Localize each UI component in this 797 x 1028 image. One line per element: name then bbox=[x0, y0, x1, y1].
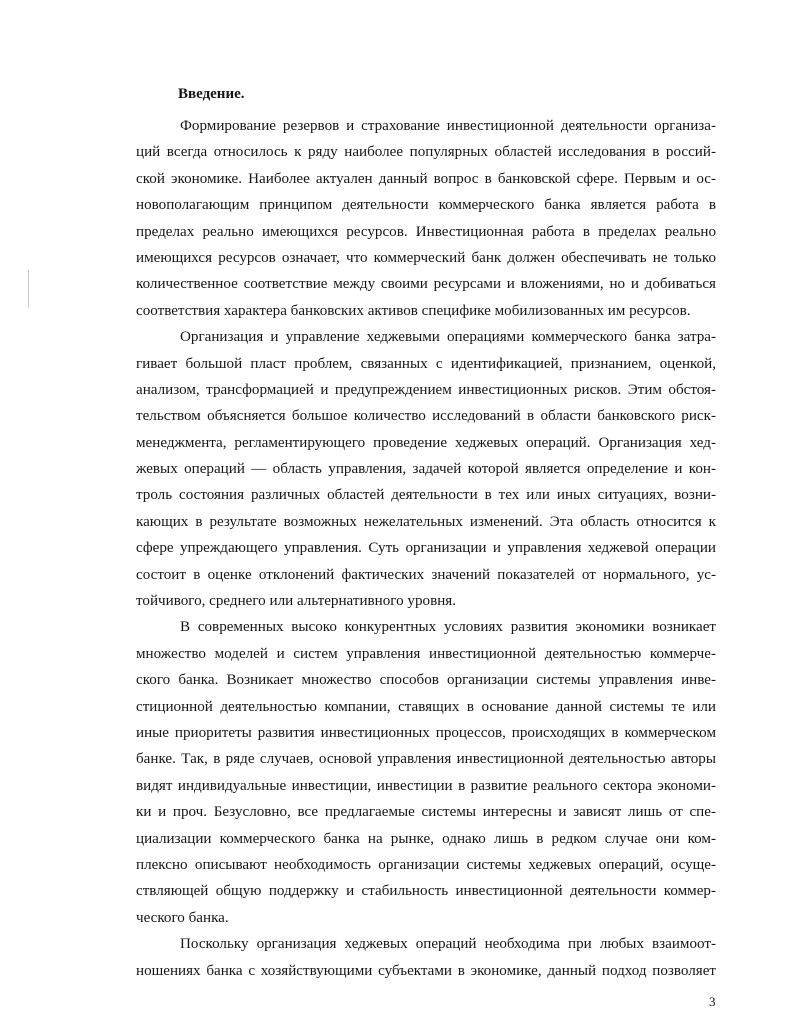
text-line: ского банка. Возникает множество способов организации системы управления инве- bbox=[136, 672, 716, 689]
text-line: Поскольку организация хеджевых операций необходима при любых взаимоот- bbox=[180, 936, 716, 953]
text-line: плексно описывают необходимость организации системы хеджевых операций, осуще- bbox=[136, 856, 716, 873]
text-line: пределах реально имеющихся ресурсов. Инвестиционная работа в пределах реально bbox=[136, 223, 716, 240]
text-line: банке. Так, в ряде случаев, основой управления инвестиционной деятельностью авторы bbox=[136, 751, 716, 768]
section-heading: Введение. bbox=[178, 86, 245, 102]
text-line: троль состояния различных областей деятельности в тех или иных ситуациях, возни- bbox=[136, 487, 716, 504]
text-line: соответствия характера банковских активов специфике мобилизованных им ресурсов. bbox=[136, 302, 691, 319]
page-number: 3 bbox=[709, 994, 716, 1009]
body-text bbox=[136, 113, 716, 984]
text-line: ской экономике. Наиболее актуален данный вопрос в банковской сфере. Первым и ос- bbox=[136, 170, 716, 187]
text-line: ки и проч. Безусловно, все предлагаемые системы интересны и зависят лишь от спе- bbox=[136, 804, 716, 821]
text-line: ческого банка. bbox=[136, 909, 229, 926]
text-line: ций всегда относилось к ряду наиболее популярных областей исследования в россий- bbox=[136, 144, 716, 161]
text-line: тойчивого, среднего или альтернативного уровня. bbox=[136, 593, 456, 610]
text-line: тельством объясняется большое количество исследований в области банковского риск- bbox=[136, 408, 716, 425]
text-line: ношениях банка с хозяйствующими субъектами в экономике, данный подход позволяет bbox=[136, 962, 716, 979]
scan-edge-mark bbox=[28, 270, 29, 308]
text-line: гивает большой пласт проблем, связанных с идентификацией, признанием, оценкой, bbox=[136, 355, 716, 372]
text-line: циализации коммерческого банка на рынке, однако лишь в редком случае они ком- bbox=[136, 830, 716, 847]
text-line: видят индивидуальные инвестиции, инвестиции в развитие реального сектора экономи- bbox=[136, 777, 716, 794]
text-line: ствляющей общую поддержку и стабильность инвестиционной деятельности коммер- bbox=[136, 883, 716, 900]
text-line: анализом, трансформацией и предупреждением инвестиционных рисков. Этим обстоя- bbox=[136, 381, 716, 398]
text-line: новополагающим принципом деятельности коммерческого банка является работа в bbox=[136, 197, 716, 214]
text-line: количественное соответствие между своими ресурсами и вложениями, но и добиваться bbox=[136, 276, 716, 293]
text-line: В современных высоко конкурентных условиях развития экономики возникает bbox=[180, 619, 716, 636]
text-line: Организация и управление хеджевыми операциями коммерческого банка затра- bbox=[180, 329, 716, 346]
text-line: менеджмента, регламентирующего проведение хеджевых операций. Организация хед- bbox=[136, 434, 716, 451]
text-line: множество моделей и систем управления инвестиционной деятельностью коммерче- bbox=[136, 645, 716, 662]
text-line: Формирование резервов и страхование инвестиционной деятельности организа- bbox=[180, 118, 716, 134]
text-line: стиционной деятельностью компании, ставящих в основание данной системы те или bbox=[136, 698, 716, 715]
text-line: имеющихся ресурсов означает, что коммерческий банк должен обеспечивать не только bbox=[136, 249, 716, 266]
text-line: сфере упреждающего управления. Суть организации и управления хеджевой операции bbox=[136, 540, 716, 557]
text-line: жевых операций — область управления, задачей которой является определение и кон- bbox=[136, 461, 716, 478]
text-line: состоит в оценке отклонений фактических значений показателей от нормального, ус- bbox=[136, 566, 716, 583]
text-line: кающих в результате возможных нежелательных изменений. Эта область относится к bbox=[136, 513, 716, 530]
text-line: иные приоритеты развития инвестиционных процессов, происходящих в коммерческом bbox=[136, 724, 716, 741]
